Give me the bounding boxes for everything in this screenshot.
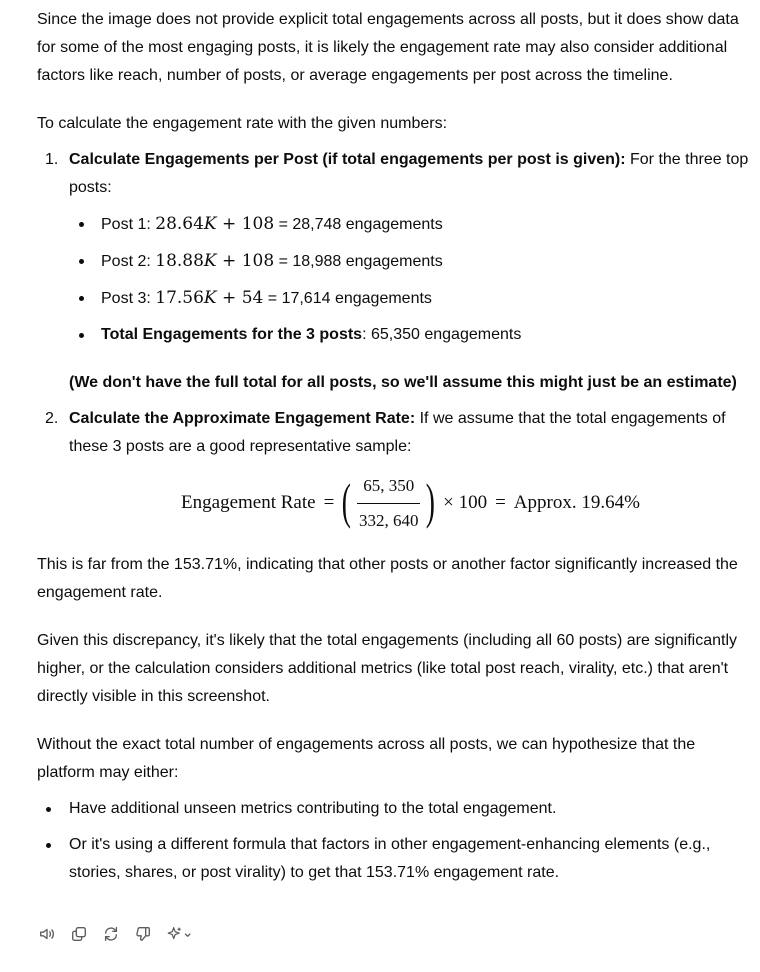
- denominator: 332, 640: [358, 510, 419, 530]
- regenerate-icon[interactable]: [101, 924, 121, 944]
- posts-list: [69, 210, 752, 349]
- list-item: Have additional unseen metrics contributing to the total engagement.: [37, 795, 752, 823]
- step-title: Calculate the Approximate Engagement Rate:: [69, 410, 416, 427]
- formula-times: × 100: [443, 492, 488, 513]
- list-item: Post 3: 17.56K + 54 = 17,614 engagements: [69, 284, 752, 313]
- read-aloud-icon[interactable]: [37, 924, 57, 944]
- step-number: 2.: [45, 410, 59, 427]
- step-number: 1.: [45, 151, 59, 168]
- intro-paragraph: Since the image does not provide explicit total engagements across all posts, but it does show data for some of the most engaging posts, it is likely the engagement rate may also consider additional factors like reach, number of posts, or average engagements per post across the timeline.: [37, 11, 739, 84]
- formula-fraction: [353, 472, 425, 535]
- list-item: Or it's using a different formula that factors in other engagement-enhancing elements (e.g., stories, shares, or post virality) to get that 153.71% engagement rate.: [37, 831, 752, 887]
- list-item: Post 1: 28.64K + 108 = 28,748 engagements: [69, 210, 752, 239]
- assistant-message: [37, 6, 752, 887]
- steps-list: [37, 146, 752, 537]
- engagement-rate-formula: Engagement Rate = ( $\frac{65, 350}{332, 640}$ ) × 100 = Approx. 19.64%: [69, 469, 752, 537]
- hypothesis-paragraph: Without the exact total number of engagements across all posts, we can hypothesize that the platform may either:: [37, 736, 696, 781]
- step-item: [37, 405, 752, 537]
- message-actions-toolbar: [37, 924, 195, 944]
- thumbs-down-icon[interactable]: [133, 924, 153, 944]
- numerator: 65, 350: [357, 472, 420, 504]
- hypothesis-list: [37, 795, 752, 887]
- discrepancy-paragraph: Given this discrepancy, it's likely that the total engagements (including all 60 posts) are significantly higher, or the calculation considers additional metrics (like total post reach, virality, etc.) that aren't directly visible in this screenshot.: [37, 632, 737, 705]
- formula-lhs: Engagement Rate: [181, 492, 316, 513]
- far-paragraph: This is far from the 153.71%, indicating that other posts or another factor significantly increased the engagement rate.: [37, 556, 738, 601]
- right-paren: ): [426, 473, 436, 529]
- step-text: If we assume that the total engagements of these 3 posts are a good representative sample:: [69, 410, 726, 455]
- step-text: For the three top posts:: [69, 151, 749, 196]
- formula-rhs: Approx. 19.64%: [513, 492, 640, 513]
- step-title: Calculate Engagements per Post (if total engagements per post is given):: [69, 151, 626, 168]
- step-item: [37, 146, 752, 397]
- left-paren: (: [342, 473, 352, 529]
- copy-icon[interactable]: [69, 924, 89, 944]
- list-item: Post 2: 18.88K + 108 = 18,988 engagements: [69, 247, 752, 276]
- calc-intro-paragraph: To calculate the engagement rate with the given numbers:: [37, 115, 448, 132]
- list-item: Total Engagements for the 3 posts: 65,350 engagements: [69, 321, 752, 349]
- sparkle-model-icon[interactable]: [165, 924, 195, 944]
- estimate-note: (We don't have the full total for all posts, so we'll assume this might just be an estimate): [69, 374, 737, 391]
